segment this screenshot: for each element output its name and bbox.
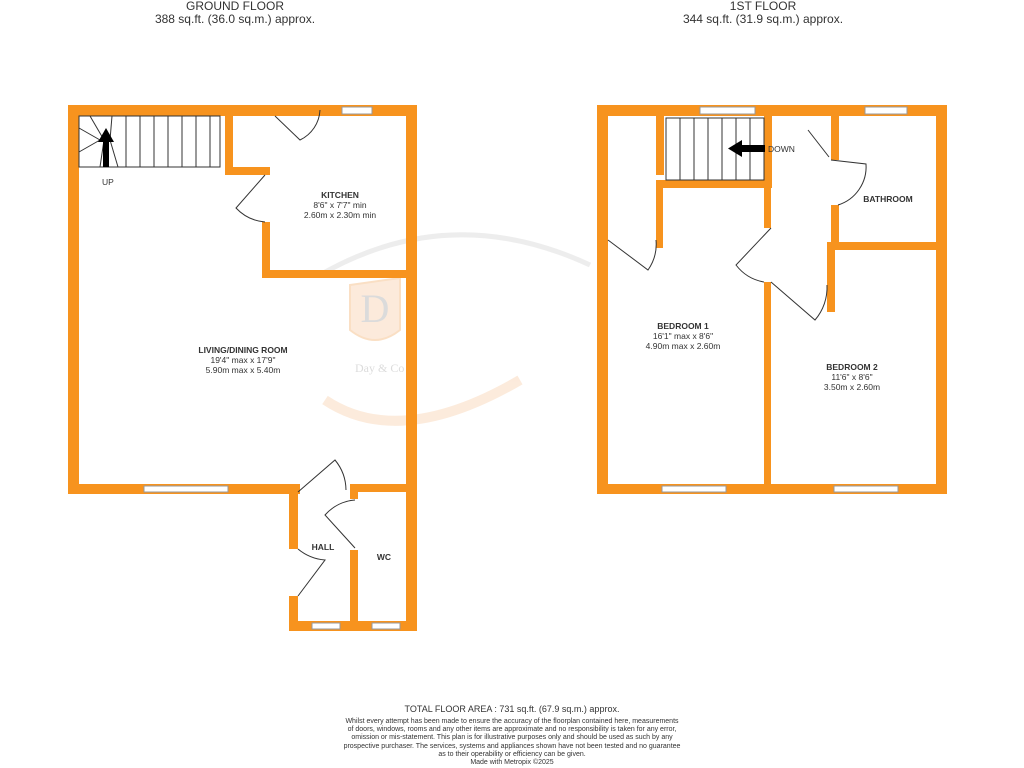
bedroom1-imperial: 16'1" max x 8'6" (652, 331, 714, 341)
bedroom1-name: BEDROOM 1 (657, 321, 709, 331)
room-kitchen (304, 190, 377, 220)
room-bedroom-2 (824, 362, 880, 392)
first-floor-area: 344 sq.ft. (31.9 sq.m.) approx. (682, 12, 844, 26)
bathroom-name: BATHROOM (863, 194, 913, 204)
kitchen-name: KITCHEN (321, 190, 359, 200)
first-floor-name: 1ST FLOOR (729, 0, 797, 13)
ground-floor-name: GROUND FLOOR (185, 0, 284, 13)
first-floor-doors (608, 130, 866, 320)
footer (262, 704, 762, 767)
bedroom2-metric: 3.50m x 2.60m (823, 382, 881, 392)
disclaimer-line: as to their operability or efficiency can be given. (438, 750, 586, 758)
ground-floor-area: 388 sq.ft. (36.0 sq.m.) approx. (154, 12, 316, 26)
kitchen-imperial: 8'6" x 7'7" min (313, 200, 367, 210)
stairs-down-label: DOWN (768, 144, 795, 154)
bedroom1-metric: 4.90m max x 2.60m (645, 341, 721, 351)
total-floor-area: TOTAL FLOOR AREA : 731 sq.ft. (67.9 sq.m.) approx. (404, 704, 620, 714)
disclaimer-line: Whilst every attempt has been made to ensure the accuracy of the floorplan contained here, measurements (345, 718, 679, 725)
living-name: LIVING/DINING ROOM (198, 345, 288, 355)
wc-name: WC (376, 552, 392, 562)
watermark-text: Day & Co (355, 361, 405, 375)
first-floor-plan (597, 105, 947, 494)
bedroom2-imperial: 11'6" x 8'6" (831, 372, 873, 382)
stairs-down-arrow-icon (728, 140, 765, 157)
watermark (320, 235, 590, 421)
living-metric: 5.90m max x 5.40m (205, 365, 281, 375)
room-living-dining (198, 345, 287, 375)
bedroom2-name: BEDROOM 2 (826, 362, 878, 372)
watermark-initial: D (360, 286, 390, 331)
stairs-up-label: UP (102, 177, 114, 187)
first-floor-windows (662, 107, 907, 492)
kitchen-metric: 2.60m x 2.30m min (303, 210, 377, 220)
first-floor-walls (597, 105, 947, 494)
hall-name: HALL (311, 542, 335, 552)
room-bedroom-1 (646, 321, 721, 351)
credit-line: Made with Metropix ©2025 (470, 759, 554, 767)
disclaimer-line: prospective purchaser. The services, systems and appliances shown have not been tested and no guarantee (343, 742, 681, 750)
disclaimer-line: of doors, windows, rooms and any other items are approximate and no responsibility is taken for any error, (347, 726, 677, 734)
disclaimer (262, 718, 762, 767)
disclaimer-line: omission or mis-statement. This plan is for illustrative purposes only and should be used as such by any (351, 734, 673, 742)
living-imperial: 19'4" max x 17'9" (210, 355, 276, 365)
